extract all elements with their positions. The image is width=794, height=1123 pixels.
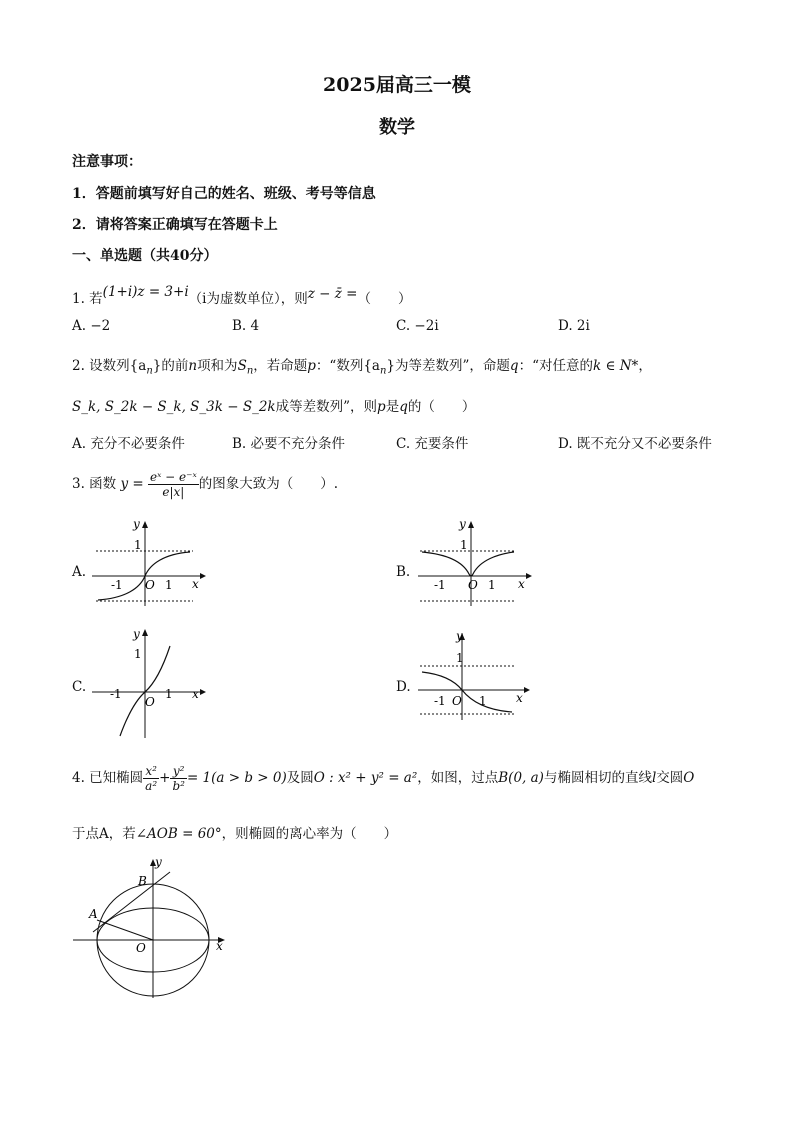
note-item-2: 2．请将答案正确填写在答题卡上 — [72, 217, 278, 233]
q1-option-c: C. −2i — [396, 318, 439, 334]
exam-title: 2025届高三一模 — [323, 74, 471, 96]
graph-a-origin: O — [145, 578, 155, 592]
graph-b-origin: O — [468, 578, 478, 592]
q4-part: 与椭圆相切的直线 — [543, 770, 652, 786]
q2-part: ，若命题 — [253, 358, 308, 374]
q4-part: ，如图，过点 — [417, 770, 499, 786]
q2-kn: k ∈ N* — [592, 358, 639, 374]
graph-a-label: A. — [72, 564, 87, 580]
graph-d-tick-1x: 1 — [479, 694, 487, 708]
q3-fraction — [148, 470, 199, 499]
q2-option-b: B. 必要不充分条件 — [232, 436, 346, 452]
q3-tail: 的图象大致为（ ）. — [198, 476, 339, 492]
graph-c-x-label: x — [192, 687, 199, 701]
graph-b — [414, 518, 534, 608]
q4-frac-x-num: x² — [143, 764, 159, 779]
question-2-line-1: 2. 设数列$\{a_n\}$的前n项和为$S_n$，若命题p：“数列$\{a_n\}$为等差数列”，命题q：“对任意的k ∈ N*， — [72, 358, 652, 377]
q2-part: }的前 — [152, 358, 189, 374]
q2-part: 项和为 — [197, 358, 238, 374]
q2-part: ：“数列{a — [315, 358, 380, 374]
graph-d-x-label: x — [516, 691, 523, 705]
q2-part: ， — [638, 358, 652, 374]
q4-part: 及圆 — [286, 770, 314, 786]
question-4-line-2 — [72, 822, 397, 842]
graph-c-tick-neg1: -1 — [110, 687, 122, 701]
fig-origin: O — [136, 941, 146, 955]
fig-point-b: B — [138, 874, 147, 888]
q4-circle: O : x² + y² = a² — [313, 770, 418, 786]
graph-a-tick-1x: 1 — [165, 578, 173, 592]
q2-option-c: C. 充要条件 — [396, 436, 469, 452]
q4-frac-y — [170, 764, 187, 793]
q2-part: 的（ ） — [407, 399, 476, 415]
q2-q: q — [509, 358, 519, 374]
graph-a-y-label: y — [133, 518, 140, 531]
graph-b-tick-1x: 1 — [488, 578, 496, 592]
graph-a-x-label: x — [192, 577, 199, 591]
q1-ask: z − z̄ = — [307, 286, 358, 302]
fig-x-label: x — [216, 939, 223, 953]
graph-b-tick-neg1: -1 — [434, 578, 446, 592]
q3-denominator: e|x| — [162, 485, 185, 499]
question-3 — [72, 470, 338, 499]
graph-c — [88, 626, 208, 741]
q4-frac-y-den: b² — [172, 779, 185, 793]
q1-prefix: 1. 若 — [72, 291, 103, 307]
q2-part: ：“对任意的 — [518, 358, 593, 374]
note-item-1: 1．答题前填写好自己的姓名、班级、考号等信息 — [72, 186, 376, 202]
graph-c-label: C. — [72, 679, 87, 695]
q2-sn: S — [237, 358, 247, 374]
section-heading: 一、单选题（共40分） — [72, 248, 218, 264]
graph-a-tick-1y: 1 — [134, 538, 142, 552]
q2-part: 成等差数列”，则 — [275, 399, 378, 415]
question-4-line-1 — [72, 764, 694, 793]
q1-option-a: A. −2 — [72, 318, 111, 334]
q2-part: 2. 设数列{a — [72, 358, 147, 374]
q4-part: 于点A，若 — [72, 826, 136, 842]
graph-c-y-label: y — [133, 627, 140, 641]
graph-d-origin: O — [452, 694, 462, 708]
q4-frac-x-den: a² — [145, 779, 158, 793]
graph-d-tick-neg1: -1 — [434, 694, 446, 708]
q3-y: y = — [120, 476, 144, 492]
q4-frac-x — [143, 764, 159, 793]
q2-option-d: D. 既不充分又不必要条件 — [558, 436, 712, 452]
q2-seq-expr: S_k, S_2k − S_k, S_3k − S_2k — [72, 399, 276, 415]
q4-angle: ∠AOB = 60° — [135, 826, 222, 842]
notes-heading: 注意事项： — [72, 154, 142, 170]
graph-b-tick-1y: 1 — [460, 538, 468, 552]
graph-c-tick-1x: 1 — [165, 687, 173, 701]
graph-b-label: B. — [396, 564, 411, 580]
q4-prefix: 4. 已知椭圆 — [72, 770, 144, 786]
q1-option-d: D. 2i — [558, 318, 590, 334]
q4-o: O — [683, 770, 695, 786]
fig-y-label: y — [155, 855, 162, 869]
fig-point-a: A — [89, 907, 98, 921]
q3-prefix: 3. 函数 — [72, 476, 117, 492]
q4-point: B(0, a) — [498, 770, 544, 786]
graph-d-tick-1y: 1 — [456, 651, 464, 665]
question-2-line-2 — [72, 395, 475, 415]
q4-part: 交圆 — [656, 770, 684, 786]
graph-a-tick-neg1: -1 — [111, 578, 123, 592]
graph-d-label: D. — [396, 679, 411, 695]
graph-d-y-label: y — [456, 632, 463, 643]
q2-option-a: A. 充分不必要条件 — [72, 436, 185, 452]
q1-option-b: B. 4 — [232, 318, 260, 334]
q2-p: p — [307, 358, 316, 374]
q4-eq: = 1(a > b > 0) — [186, 770, 287, 786]
q2-p: p — [377, 399, 386, 415]
q1-tail: （ ） — [357, 291, 412, 307]
q4-l: l — [651, 770, 657, 786]
q2-n: n — [188, 358, 198, 374]
q3-numerator: eˣ − e⁻ˣ — [150, 470, 197, 484]
graph-d — [414, 632, 534, 722]
q4-frac-y-num: y² — [170, 764, 187, 779]
q2-part: 是 — [385, 399, 400, 415]
question-1 — [72, 284, 412, 307]
q1-mid: （i为虚数单位），则 — [188, 291, 308, 307]
subject-title: 数学 — [379, 117, 415, 138]
graph-c-origin: O — [145, 695, 155, 709]
q2-q: q — [399, 399, 408, 415]
q2-part: }为等差数列”，命题 — [386, 358, 510, 374]
ellipse-circle-figure — [70, 852, 235, 1002]
graph-c-tick-1y: 1 — [134, 647, 142, 661]
q1-expr: (1+i)z = 3+i — [102, 284, 189, 300]
graph-b-y-label: y — [459, 518, 466, 531]
graph-a — [88, 518, 208, 608]
q4-plus: + — [159, 770, 171, 786]
q4-part: ，则椭圆的离心率为（ ） — [221, 826, 398, 842]
graph-b-x-label: x — [518, 577, 525, 591]
